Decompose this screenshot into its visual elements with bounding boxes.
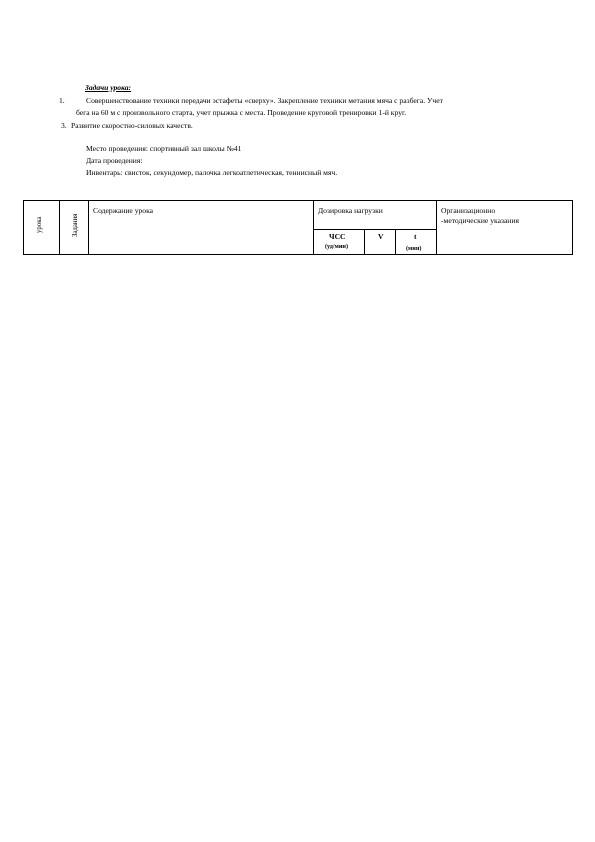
col-method-line1: Организационно: [441, 206, 496, 215]
lesson-plan-table: [23, 200, 573, 255]
lesson-place: Место проведения: спортивный зал школы №41: [86, 144, 242, 153]
col-content-header: Содержание урока: [93, 206, 154, 215]
task-3-line1: Развитие скоростно-силовых качеств.: [71, 121, 193, 130]
col-v-header: V: [378, 232, 384, 241]
col-hr-header: ЧСС: [329, 232, 346, 241]
divider-col3: [313, 201, 314, 255]
tasks-heading: Задачи урока:: [85, 83, 132, 92]
divider-col1: [59, 201, 60, 255]
divider-sub-v: [364, 229, 365, 255]
col-tasks-header: [72, 214, 80, 237]
task-1-line2: бега на 60 м с произвольного старта, учет прыжка с места. Проведение круговой тренировки 1-й круг.: [76, 108, 407, 117]
task-1-line1: Совершенствование техники передачи эстафеты «сверху». Закрепление техники метания мяча с разбега. Учет: [86, 96, 443, 105]
divider-sub-t: [395, 229, 396, 255]
lesson-inventory: Инвентарь: свисток, секундомер, палочка легкоатлетическая, теннисный мяч.: [86, 168, 338, 177]
col-method-line2: -методические указания: [441, 216, 519, 225]
divider-col2: [88, 201, 89, 255]
col-t-unit: (мин): [406, 245, 422, 252]
lesson-date: Дата проведения:: [86, 156, 143, 165]
col-lesson-header: [36, 217, 44, 233]
col-lesson-label: урока: [36, 216, 43, 233]
divider-load-sub: [313, 229, 436, 230]
col-t-header: t: [414, 232, 417, 241]
col-load-header: Дозировка нагрузки: [318, 206, 383, 215]
col-hr-unit: (уд/мин): [325, 243, 349, 250]
task-3-marker: 3.: [61, 121, 67, 130]
divider-col-method: [436, 201, 437, 255]
task-1-marker: 1.: [59, 96, 65, 105]
col-tasks-label: Задания: [72, 213, 79, 237]
